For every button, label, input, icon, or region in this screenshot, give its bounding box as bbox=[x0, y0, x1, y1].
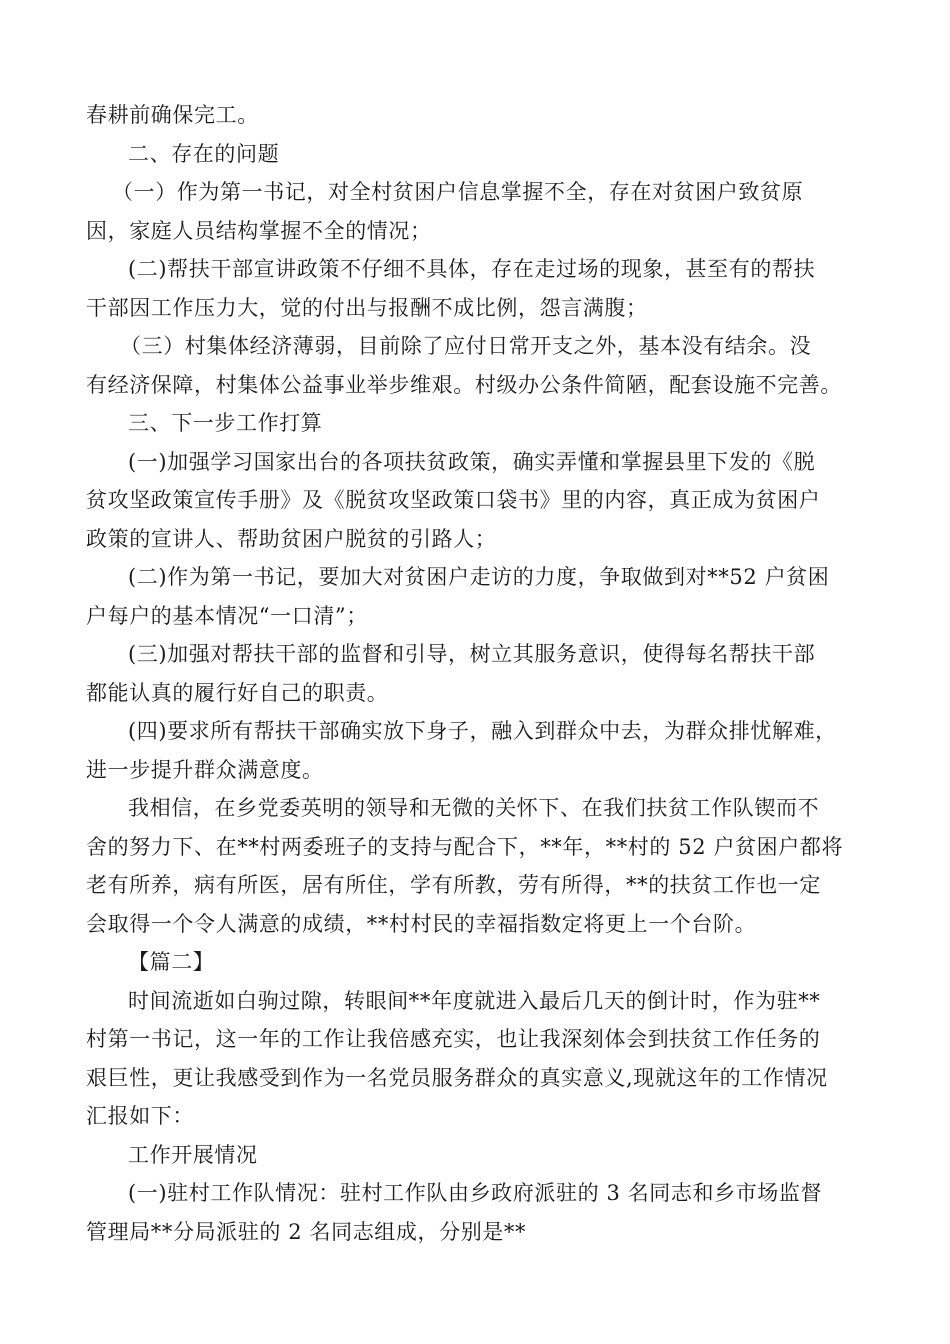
text-line: 户每户的基本情况“一口清”； bbox=[86, 603, 368, 628]
text-line: 我相信，在乡党委英明的领导和无微的关怀下、在我们扶贫工作队锲而不 bbox=[128, 796, 820, 820]
text-line: 老有所养，病有所医，居有所住，学有所教，劳有所得，**的扶贫工作也一定 bbox=[86, 873, 821, 897]
paragraph-part-two-intro bbox=[86, 982, 876, 1136]
text-line: 村第一书记，这一年的工作让我倍感充实，也让我深刻体会到扶贫工作任务的 bbox=[86, 1027, 821, 1051]
text-line: 舍的努力下、在**村两委班子的支持与配合下，**年，**村的 52 户贫困户都将 bbox=[86, 834, 844, 859]
text-line: 时间流逝如白驹过隙，转眼间**年度就进入最后几天的倒计时，作为驻** bbox=[128, 988, 821, 1013]
text-line: 因，家庭人员结构掌握不全的情况； bbox=[86, 218, 432, 243]
text-line: (一)驻村工作队情况：驻村工作队由乡政府派驻的 3 名同志和乡市场监督 bbox=[128, 1181, 823, 1205]
text-line: 二、存在的问题 bbox=[128, 141, 280, 166]
text-line: (一)加强学习国家出台的各项扶贫政策，确实弄懂和掌握县里下发的《脱 bbox=[128, 449, 816, 474]
text-line: 会取得一个令人满意的成绩，**村村民的幸福指数定将更上一个台阶。 bbox=[86, 911, 757, 936]
text-line: 贫攻坚政策宣传手册》及《脱贫攻坚政策口袋书》里的内容，真正成为贫困户 bbox=[86, 488, 821, 512]
paragraph-continuation bbox=[86, 96, 876, 135]
text-line: （三）村集体经济薄弱，目前除了应付日常开支之外，基本没有结余。没 bbox=[120, 334, 812, 358]
paragraph-plan-3 bbox=[86, 635, 876, 712]
document-body bbox=[86, 96, 876, 1251]
text-line: 管理局**分局派驻的 2 名同志组成，分别是** bbox=[86, 1219, 527, 1244]
paragraph-work-team bbox=[86, 1174, 876, 1251]
paragraph-problem-2 bbox=[86, 250, 876, 327]
text-line: 春耕前确保完工。 bbox=[86, 103, 259, 127]
text-line: 汇报如下： bbox=[86, 1104, 194, 1128]
section-heading-next-steps bbox=[86, 404, 876, 443]
paragraph-problem-1 bbox=[86, 173, 876, 250]
paragraph-conclusion bbox=[86, 789, 876, 943]
text-line: (二)帮扶干部宣讲政策不仔细不具体，存在走过场的现象，甚至有的帮扶 bbox=[128, 257, 816, 281]
text-line: 政策的宣讲人、帮助贫困户脱贫的引路人； bbox=[86, 526, 497, 551]
section-heading-work-status bbox=[86, 1136, 876, 1175]
text-line: (三)加强对帮扶干部的监督和引导，树立其服务意识，使得每名帮扶干部 bbox=[128, 642, 816, 666]
paragraph-plan-1 bbox=[86, 443, 876, 559]
paragraph-plan-2 bbox=[86, 558, 876, 635]
text-line: 【篇二】 bbox=[128, 950, 215, 974]
text-line: 三、下一步工作打算 bbox=[128, 411, 323, 435]
text-line: 工作开展情况 bbox=[128, 1142, 258, 1167]
text-line: 艰巨性，更让我感受到作为一名党员服务群众的真实意义,现就这年的工作情况 bbox=[86, 1065, 828, 1090]
section-heading-part-two bbox=[86, 943, 876, 982]
paragraph-plan-4 bbox=[86, 712, 876, 789]
text-line: 进一步提升群众满意度。 bbox=[86, 757, 324, 782]
text-line: (二)作为第一书记，要加大对贫困户走访的力度，争取做到对**52 户贫困 bbox=[128, 565, 830, 589]
text-line: （一）作为第一书记，对全村贫困户信息掌握不全，存在对贫困户致贫原 bbox=[112, 180, 804, 204]
text-line: (四)要求所有帮扶干部确实放下身子，融入到群众中去，为群众排忧解难， bbox=[128, 719, 837, 743]
paragraph-problem-3 bbox=[86, 327, 876, 404]
text-line: 干部因工作压力大，觉的付出与报酬不成比例，怨言满腹； bbox=[86, 295, 648, 320]
section-heading-problems bbox=[86, 135, 876, 174]
text-line: 都能认真的履行好自己的职责。 bbox=[86, 680, 389, 705]
text-line: 有经济保障，村集体公益事业举步维艰。村级办公条件简陋，配套设施不完善。 bbox=[86, 372, 842, 397]
